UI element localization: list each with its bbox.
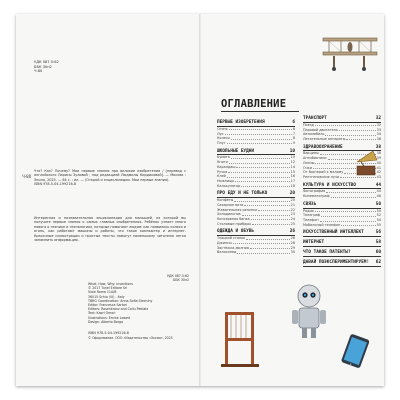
section-title: ШКОЛЬНЫЕ БУДНИ <box>217 148 255 154</box>
item-name: Столовые приборы <box>217 221 252 226</box>
section-title: СВЯЗЬ <box>303 201 317 207</box>
section-page: 62 <box>375 259 381 265</box>
section-heading[interactable] <box>303 202 381 209</box>
leader-dots <box>250 246 290 250</box>
item-page: 23 <box>290 212 295 217</box>
toc-section <box>303 116 381 142</box>
section-title: ЧТО ТАКОЕ ПАТЕНТЫ? <box>303 250 351 256</box>
item-page: 24 <box>290 216 295 221</box>
section-title: ИНТЕРНЕТ <box>303 240 325 246</box>
leader-dots <box>241 184 290 188</box>
section-page: 38 <box>375 144 381 150</box>
item-page: 55 <box>376 222 381 227</box>
toc-item[interactable] <box>217 141 295 146</box>
item-name: Линзы <box>303 160 315 165</box>
item-name: Паровой двигатель <box>303 127 338 132</box>
bbk-line: ББК 30н2 <box>34 64 52 69</box>
item-name: Очки <box>303 165 312 170</box>
section-page: 56 <box>375 230 381 236</box>
toc-column-left <box>217 120 295 258</box>
section-page: 58 <box>375 240 381 246</box>
toc-section <box>303 183 381 199</box>
leader-dots <box>231 155 290 159</box>
title-underline <box>221 111 299 112</box>
item-page: 18 <box>290 183 295 188</box>
tablet-illustration <box>339 332 371 372</box>
toc-section <box>217 229 295 255</box>
item-page: 14 <box>290 164 295 169</box>
item-name: Велосипед <box>217 250 237 255</box>
item-name: Застёжка-молния <box>217 245 249 250</box>
leader-dots <box>252 222 290 226</box>
credit-line: What, How, Why: Inventions <box>88 282 133 286</box>
item-page: 39 <box>376 156 381 161</box>
leader-dots <box>315 123 376 127</box>
imprint-page <box>16 14 199 386</box>
toc-section <box>217 120 295 146</box>
section-page: 26 <box>289 229 295 235</box>
item-name: Плуг <box>217 140 226 145</box>
leader-dots <box>227 141 292 145</box>
item-page: 34 <box>376 132 381 137</box>
item-page: 21 <box>290 202 295 207</box>
leader-dots <box>227 174 290 178</box>
toc-section <box>303 260 381 267</box>
author-code: Ч-80 <box>22 174 32 179</box>
item-page: 20 <box>290 198 295 203</box>
open-book-spread <box>16 14 384 386</box>
copyright-line: © Офорлмание. ООО «Издательство «Эксмо», 2025 <box>88 336 173 340</box>
section-title: ОДЕЖДА И ОБУВЬ <box>217 229 255 235</box>
item-page: 52 <box>376 213 381 218</box>
item-page: 36 <box>376 136 381 141</box>
leader-dots <box>237 250 289 254</box>
item-page: 22 <box>290 207 295 212</box>
item-name: Холодильник <box>217 212 241 217</box>
item-name: Книги <box>217 160 228 165</box>
leader-dots <box>321 213 375 217</box>
loom-illustration <box>221 308 261 370</box>
leader-dots <box>331 194 376 198</box>
section-heading[interactable] <box>303 183 381 190</box>
leader-dots <box>225 132 292 136</box>
item-name: Поезд <box>303 122 314 127</box>
author-mark-line: Ч-80 <box>34 69 43 74</box>
section-heading[interactable] <box>303 250 381 257</box>
item-name: Колесо <box>217 136 230 141</box>
section-title: ПРО ЕДУ И НЕ ТОЛЬКО <box>217 191 268 197</box>
toc-item[interactable] <box>303 194 381 199</box>
leader-dots <box>315 209 376 213</box>
toc-item[interactable] <box>217 222 295 227</box>
item-name: От бактерий к малому <box>303 170 344 175</box>
item-page: 32 <box>376 122 381 127</box>
item-page: 42 <box>376 170 381 175</box>
item-page: 10 <box>290 155 295 160</box>
item-name: Телефон <box>303 218 319 223</box>
section-title: ИСКУССТВЕННЫЙ ИНТЕЛЛЕКТ <box>303 230 364 236</box>
leader-dots <box>320 218 376 222</box>
credit-line: Editor: Francesca Sartori <box>88 303 128 308</box>
gramophone-illustration <box>351 148 381 178</box>
section-title: КУЛЬТУРА И ИСКУССТВО <box>303 182 356 188</box>
section-heading[interactable] <box>303 260 381 267</box>
item-page: 16 <box>290 174 295 179</box>
leader-dots <box>236 165 289 169</box>
credit-line: 36015 Schio (VI) - Italy <box>88 294 125 299</box>
item-page: 50 <box>376 208 381 213</box>
item-name: Лук <box>217 131 224 136</box>
credit-line: Design: Alberto Borgo <box>88 319 124 324</box>
toc-column-right <box>303 116 381 270</box>
leader-dots <box>339 128 376 132</box>
item-page: 29 <box>290 245 295 250</box>
item-page: 38 <box>376 151 381 156</box>
item-name: Огонь <box>217 126 228 131</box>
section-title: ЗДРАВООХРАНЕНИЕ <box>303 144 343 150</box>
credit-line: Text: Kaori Omori <box>88 311 116 316</box>
leader-dots <box>246 236 289 240</box>
bibliographic-record <box>34 169 186 187</box>
item-page: 46 <box>376 194 381 199</box>
leader-dots <box>242 212 290 216</box>
item-name: Кинематограф <box>303 194 330 199</box>
item-name: Клей <box>217 174 226 179</box>
item-name: Жевательная резинка <box>217 207 258 212</box>
section-heading[interactable] <box>217 229 295 236</box>
credit-line: Viale Roma 11A/B <box>88 290 117 295</box>
toc-title: ОГЛАВЛЕНИЕ <box>221 98 287 110</box>
toc-section <box>303 250 381 257</box>
item-page: 17 <box>290 178 295 183</box>
item-name: Радио <box>303 208 314 213</box>
isbn: ISBN 978-5-04-199216-8 <box>88 331 129 335</box>
item-name: Ткацкий станок <box>217 236 246 241</box>
toc-item[interactable] <box>303 223 381 228</box>
leader-dots <box>244 203 289 207</box>
bbk-line: ББК 30н2 <box>173 278 189 283</box>
udk-block <box>34 60 59 74</box>
credit-line: Editors: Rosenkranz and Collu Pediatz <box>88 307 149 312</box>
credit-line: Illustrations: Emine Lowed <box>88 315 131 320</box>
item-name: Ручка <box>217 169 228 174</box>
section-heading[interactable] <box>303 240 381 247</box>
leader-dots <box>346 137 375 141</box>
toc-section <box>303 202 381 228</box>
section-heading[interactable] <box>217 149 295 156</box>
toc-section <box>303 230 381 237</box>
item-page: 12 <box>290 160 295 165</box>
biblio-isbn: ISBN 978-5-04-199216-8 <box>34 182 77 187</box>
toc-section <box>303 240 381 247</box>
leader-dots <box>341 223 376 227</box>
robot-illustration <box>289 282 329 340</box>
section-title: ТРАНСПОРТ <box>303 116 327 121</box>
item-name: Автомобиль <box>303 132 325 137</box>
udk-line: УДК 087.5:62 <box>167 274 189 278</box>
leader-dots <box>234 198 289 202</box>
item-name: Мобильный телефон <box>303 222 341 227</box>
item-page: 44 <box>376 189 381 194</box>
item-name: Рентгеновские лучи <box>303 174 340 179</box>
item-name: Летательные аппараты <box>303 136 346 141</box>
item-name: Фотография <box>303 189 326 194</box>
leader-dots <box>229 160 290 164</box>
item-page: 25 <box>290 221 295 226</box>
udk-line: УДК 087.5:62 <box>34 60 59 64</box>
item-name: Калькулятор <box>217 183 241 188</box>
item-name: Джинсы <box>217 240 232 245</box>
credit-line: TBRG Coordination: Anna-Sofia Stechiny <box>88 298 153 303</box>
item-page: 28 <box>290 240 295 245</box>
section-heading[interactable] <box>303 116 381 123</box>
item-page: 9 <box>292 140 295 145</box>
section-page: 50 <box>375 201 381 207</box>
item-name: Сахарное вата <box>217 202 244 207</box>
section-page: 32 <box>375 116 381 121</box>
item-name: Антибиотики <box>303 156 327 161</box>
leader-dots <box>326 189 375 193</box>
leader-dots <box>229 127 292 131</box>
item-page: 6 <box>292 126 295 131</box>
biblio-text: Что? Как? Почему? Мои первые знания про великие изобретения / [перевод с английского Ларисы Зуловой ; под редакцией Людмилы Кирдиковой]. — Москва : Эксмо, 2025. — 64 с. : ил. — (Открой и энциклопедии. Мои первые знания). <box>34 169 186 182</box>
item-name: Телеграф <box>303 213 321 218</box>
toc-item[interactable] <box>217 250 295 255</box>
section-title: ДАВАЙ ПОЭКСПЕРИМЕНТИРУЕМ! <box>303 259 370 265</box>
annotation-text: Интересная и познавательная энциклопедия для малышей, из которой вы получите первые знания о самых главных изобретениях. Ребёнок узнает много нового о технике и технологиях, которые помогают людям: как появились колесо и огонь, как работают машины и роботы, что такое компьютер и интернет. Красочные иллюстрации и простые тексты помогут маленькому читателю легко запомнить информацию. <box>34 216 186 243</box>
section-page: 60 <box>375 250 381 256</box>
leader-dots <box>233 241 290 245</box>
leader-dots <box>258 208 290 212</box>
section-heading[interactable] <box>217 120 295 127</box>
item-page: 33 <box>376 127 381 132</box>
table-of-contents-page <box>201 14 384 386</box>
item-page: 54 <box>376 218 381 223</box>
item-name: Вакцины <box>303 151 319 156</box>
item-page: 7 <box>292 131 295 136</box>
section-page: 44 <box>375 182 381 188</box>
item-page: 30 <box>290 250 295 255</box>
item-name: Бумага <box>217 155 230 160</box>
item-page: 41 <box>376 165 381 170</box>
section-title: ПЕРВЫЕ ИЗОБРЕТЕНИЯ <box>217 120 265 125</box>
item-page: 15 <box>290 169 295 174</box>
airplane-illustration <box>319 32 381 72</box>
leader-dots <box>231 136 292 140</box>
leader-dots <box>235 179 290 183</box>
item-name: Ножницы <box>217 178 235 183</box>
leader-dots <box>251 217 290 221</box>
toc-section <box>217 191 295 226</box>
credits-block <box>88 282 192 324</box>
leader-dots <box>325 132 375 136</box>
section-page: 6 <box>292 120 295 125</box>
credit-line: © 2017 Tunel Editore Srl <box>88 286 128 291</box>
item-name: Консервная банка <box>217 216 250 221</box>
item-page: 40 <box>376 160 381 165</box>
section-heading[interactable] <box>217 191 295 198</box>
toc-item[interactable] <box>217 184 295 189</box>
item-name: Карандаш <box>217 164 236 169</box>
toc-section <box>217 149 295 189</box>
leader-dots <box>228 170 289 174</box>
section-page: 20 <box>289 191 295 197</box>
toc-item[interactable] <box>303 137 381 142</box>
item-name: Конфеты <box>217 198 234 203</box>
section-page: 10 <box>289 148 295 154</box>
item-page: 8 <box>292 136 295 141</box>
section-heading[interactable] <box>303 230 381 237</box>
item-page: 26 <box>290 236 295 241</box>
item-page: 43 <box>376 174 381 179</box>
